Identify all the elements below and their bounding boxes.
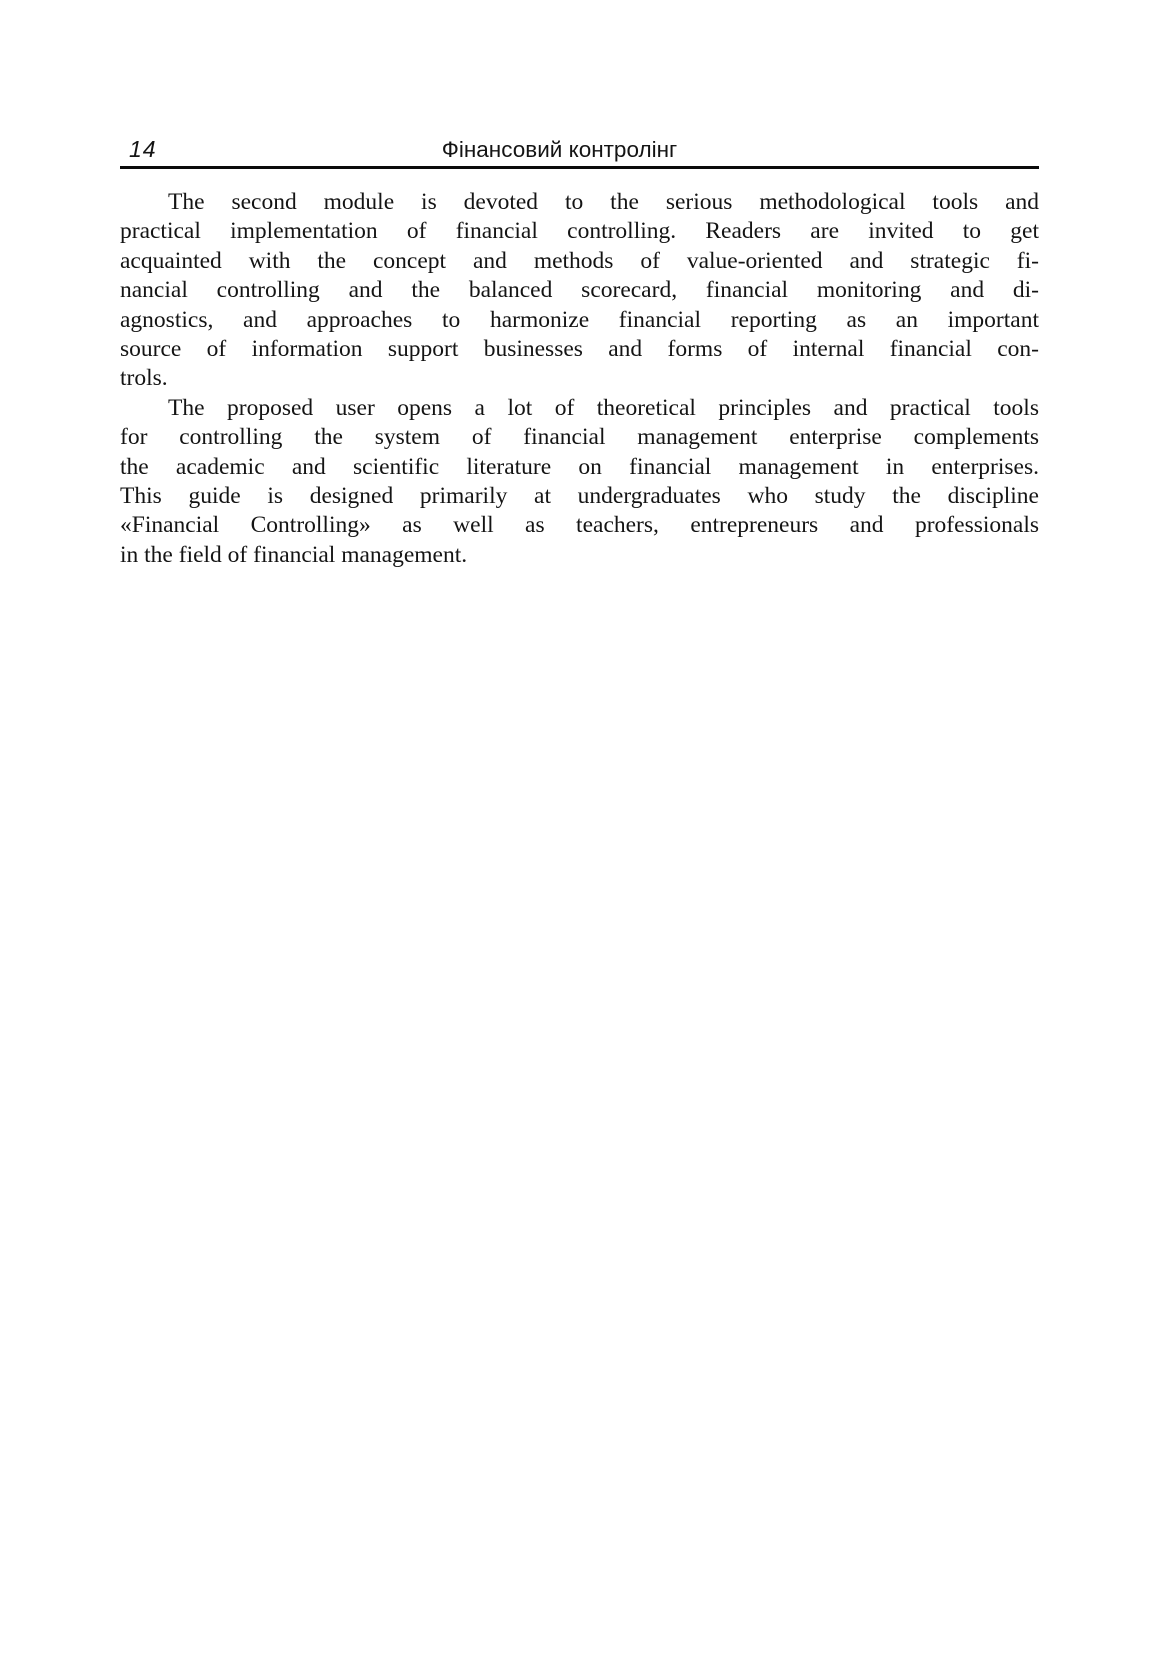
paragraph (120, 394, 1039, 570)
running-header (120, 132, 1039, 164)
text-line: the academic and scientific literature on financial management in enterprises. (120, 453, 1039, 480)
header-rule (120, 166, 1039, 169)
text-line: source of information support businesses and forms of internal financial con- (120, 336, 1039, 363)
text-line: nancial controlling and the balanced scorecard, financial monitoring and di- (120, 277, 1039, 304)
text-line: The second module is devoted to the serious methodological tools and (168, 189, 1039, 215)
text-line: This guide is designed primarily at undergraduates who study the discipline (120, 483, 1039, 510)
text-line: agnostics, and approaches to harmonize financial reporting as an important (120, 306, 1039, 333)
text-line: trols. (120, 365, 168, 392)
text-line: «Financial Controlling» as well as teachers, entrepreneurs and professionals (120, 512, 1039, 539)
body-text (120, 188, 1039, 570)
running-header-title: Фінансовий контролінг (441, 137, 678, 162)
text-line: The proposed user opens a lot of theoretical principles and practical tools (168, 394, 1039, 421)
text-line: acquainted with the concept and methods of value-oriented and strategic fi- (120, 247, 1039, 274)
page-number: 14 (129, 136, 157, 162)
text-line: practical implementation of financial controlling. Readers are invited to get (120, 218, 1039, 245)
text-line: in the field of financial management. (120, 541, 468, 568)
paragraph (120, 188, 1039, 394)
text-line: for controlling the system of financial management enterprise complements (120, 424, 1039, 451)
